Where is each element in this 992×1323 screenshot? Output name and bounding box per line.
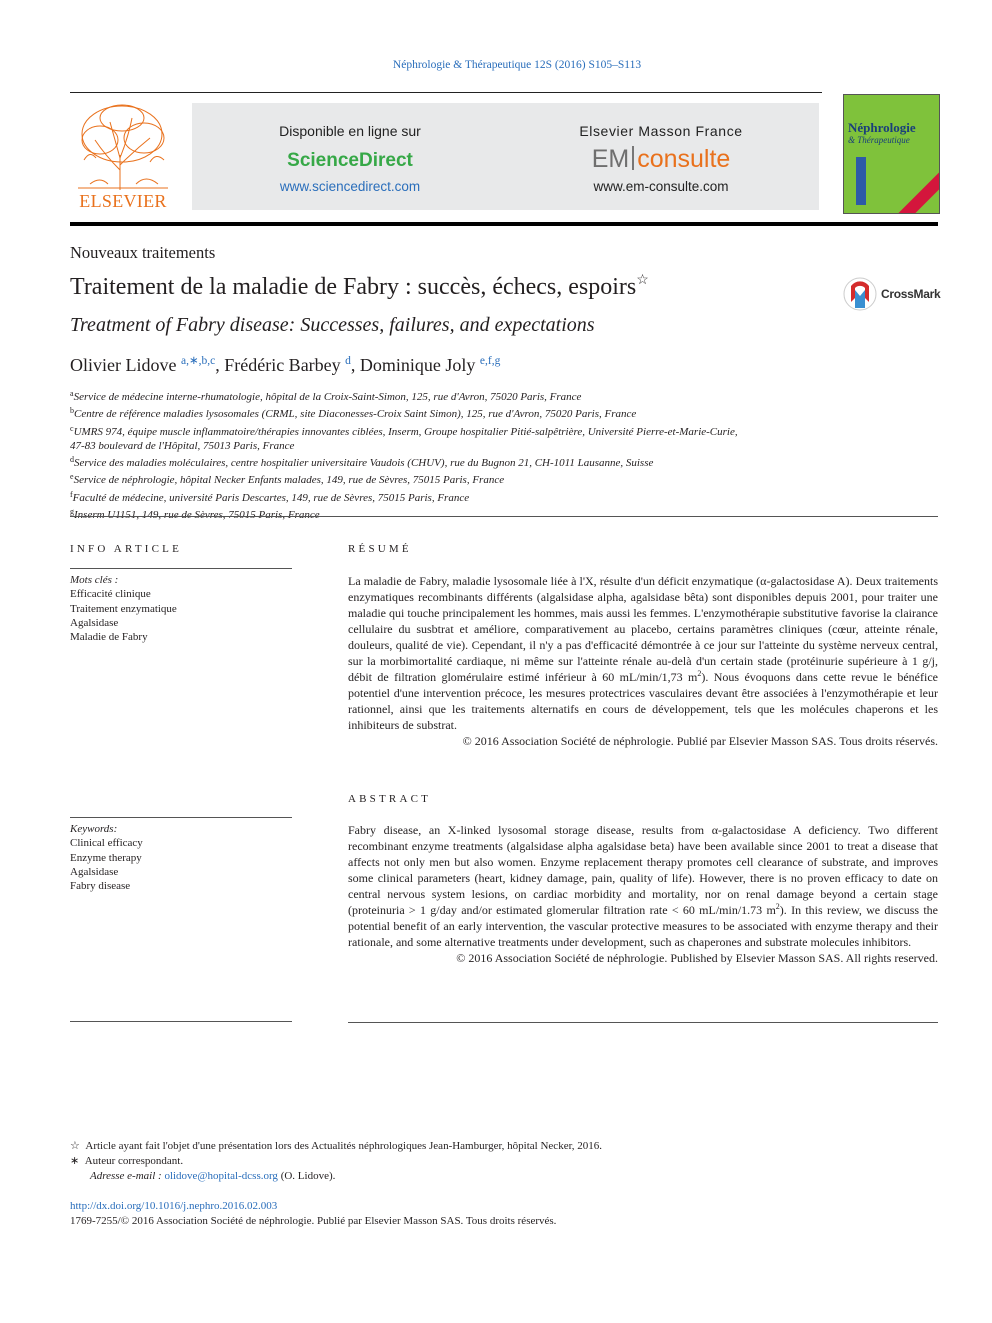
- cover-title: Néphrologie: [848, 120, 916, 135]
- keywords-en: [70, 822, 292, 893]
- title-french-text: Traitement de la maladie de Fabry : succès, échecs, espoirs: [70, 274, 637, 300]
- affiliation-item: $^d$Service des maladies moléculaires, centre hospitalier universitaire Vaudois (CHUV), rue du Bugnon 21, CH-1011 Lausanne, Suisse: [70, 455, 654, 470]
- author-separator: ,: [215, 355, 225, 375]
- keywords-rule: [70, 817, 292, 818]
- elsevier-tree-icon: [70, 100, 176, 192]
- em-publisher-text: Elsevier Masson France: [579, 123, 743, 139]
- footnotes: [70, 1139, 940, 1184]
- crossmark-badge[interactable]: [843, 276, 943, 314]
- info-rule: [70, 568, 292, 569]
- abstract-bottom-rule: [348, 1022, 938, 1023]
- sciencedirect-logo[interactable]: ScienceDirect: [287, 150, 413, 171]
- keyword-item: Enzyme therapy: [70, 851, 142, 864]
- affiliation-item: $^a$Service de médecine interne-rhumatologie, hôpital de la Croix-Saint-Simon, 125, rue d'Avron, 75020 Paris, France: [70, 389, 582, 403]
- crossmark-label: CrossMark: [881, 287, 941, 301]
- info-bottom-rule: [70, 1021, 292, 1022]
- keyword-item: Agalsidase: [70, 616, 119, 629]
- author-list: [70, 353, 500, 376]
- affiliations: [70, 387, 940, 522]
- author-name[interactable]: Olivier Lidove: [70, 355, 177, 375]
- email-label: Adresse e-mail :: [90, 1170, 162, 1182]
- keyword-item: Clinical efficacy: [70, 837, 143, 850]
- title-english: Treatment of Fabry disease: Successes, failures, and expectations: [70, 314, 595, 336]
- author-separator: ,: [350, 355, 360, 375]
- keywords-fr: [70, 573, 292, 644]
- affiliation-item: $^e$Service de néphrologie, hôpital Necker Enfants malades, 149, rue de Sèvres, 75015 Paris, France: [70, 472, 505, 487]
- author-affiliation-marks[interactable]: e,f,g: [479, 355, 501, 367]
- email-link[interactable]: olidove@hopital-dcss.org: [164, 1170, 278, 1182]
- affiliation-item: g: [70, 507, 74, 517]
- title-french: [70, 272, 649, 301]
- footnote-email: Adresse e-mail : olidove@hopital-dcss.org (O. Lidove).: [90, 1170, 336, 1182]
- abstract-heading: ABSTRACT: [348, 793, 432, 805]
- keyword-item: Fabry disease: [70, 880, 131, 893]
- abstract-copyright: © 2016 Association Société de néphrologie. Published by Elsevier Masson SAS. All rights reserved.: [456, 951, 938, 965]
- issn-copyright: 1769-7255/© 2016 Association Société de néphrologie. Publié par Elsevier Masson SAS. Tous droits réservés.: [70, 1215, 557, 1227]
- section-label: Nouveaux traitements: [70, 243, 216, 262]
- section-divider: [70, 516, 938, 517]
- cover-subtitle: & Thérapeutique: [848, 135, 910, 145]
- header-rule: [70, 92, 822, 93]
- author-affiliation-marks[interactable]: d: [345, 355, 351, 367]
- cover-corner-band: [898, 172, 940, 214]
- elsevier-logo: [70, 100, 176, 212]
- affiliation-item: $^b$Centre de référence maladies lysosomales (CRML, site Diaconesses-Croix Saint Simon), 125, rue d'Avron, 75020 Paris, France: [70, 406, 637, 421]
- author-affiliation-marks[interactable]: a,∗,b,c: [180, 355, 216, 367]
- journal-reference[interactable]: Néphrologie & Thérapeutique 12S (2016) S105–S113: [392, 59, 642, 71]
- em-logo-right: consulte: [637, 145, 731, 173]
- footnote-corr-mark: ∗: [70, 1155, 80, 1167]
- doi-link[interactable]: http://dx.doi.org/10.1016/j.nephro.2016.02.003: [70, 1200, 278, 1212]
- keyword-item: Agalsidase: [70, 865, 119, 878]
- header-thick-rule: [70, 222, 938, 226]
- elsevier-wordmark: ELSEVIER: [79, 191, 167, 211]
- title-footnote-mark[interactable]: ☆: [636, 273, 649, 288]
- info-article-heading: INFO ARTICLE: [70, 543, 182, 555]
- crossmark-icon: [843, 276, 877, 312]
- affiliation-item: $^c$UMRS 974, équipe muscle inflammatoire/thérapies innovantes ciblées, Inserm, Groupe hospitalier Pitié-salpêtrière, Université Pierre-et-Marie-Curie,: [70, 423, 738, 438]
- keyword-item: Traitement enzymatique: [70, 602, 177, 615]
- resume-heading: RÉSUMÉ: [348, 543, 412, 555]
- author-name[interactable]: Frédéric Barbey: [224, 355, 341, 375]
- keywords-en-title: Keywords:: [70, 823, 118, 835]
- sciencedirect-link[interactable]: www.sciencedirect.com: [279, 179, 421, 194]
- resume-copyright: © 2016 Association Société de néphrologie. Publié par Elsevier Masson SAS. Tous droits réservés.: [462, 734, 938, 748]
- footnote-star: ☆ Article ayant fait l'objet d'une présentation lors des Actualités néphrologiques Jean-Hamburger, hôpital Necker, 2016.: [70, 1140, 603, 1152]
- affiliation-item: $^f$Faculté de médecine, université Paris Descartes, 149, rue de Sèvres, 75015 Paris, France: [70, 489, 470, 504]
- affiliation-item: 47-83 boulevard de l'Hôpital, 75013 Paris, France: [70, 439, 295, 452]
- keywords-fr-title: Mots clés :: [70, 574, 119, 586]
- keyword-item: Efficacité clinique: [70, 588, 151, 601]
- em-logo-left: EM: [591, 145, 630, 173]
- resume-text: [348, 573, 938, 749]
- emconsulte-logo[interactable]: [508, 145, 814, 174]
- abstract-paragraph: Fabry disease, an X-linked lysosomal storage disease, results from α-galactosidase A deficiency. Two different recombinant enzyme treatments (algalsidase alpha agalsidase beta) have been available since 2001 to treat a disease that affects not only men but also women. Enzyme replacement therapy promotes cell clearance of substrate, and improves some clinical parameters (heart, kidney damage, pain, quality of life). However, there is no proven efficacy to date on central nervous system lesions, on cardiac morbidity and mortality, nor on renal damage beyond a certain stage (proteinuria > 1 g/day and/or estimated glomerular filtration rate < 60 mL/min/1.73 $m^2$). In this review, we discuss the potential benefit of an early intervention, the vascular protective measures to be associated with enzyme therapy and their rationale, and some alternative treatments under development, such as chaperones and substrate molecules inhibitors.: [348, 823, 938, 949]
- footnote-star-mark: ☆: [70, 1140, 80, 1152]
- emconsulte-link[interactable]: www.em-consulte.com: [593, 179, 729, 194]
- sd-available-text: Disponible en ligne sur: [279, 123, 421, 139]
- abstract-text: [348, 822, 938, 966]
- author-name[interactable]: Dominique Joly: [359, 355, 476, 375]
- keyword-item: Maladie de Fabry: [70, 631, 148, 644]
- resume-paragraph: La maladie de Fabry, maladie lysosomale liée à l'X, résulte d'un déficit enzymatique (α-galactosidase A). Deux traitements enzymatiques recombinants différents (algalsidase alpha, agalsidase bêta) sont disponibles depuis 2001, pour traiter une maladie qui touche principalement les hommes, mais aussi les femmes. L'enzymothérapie substitutive favorise la clairance cellulaire du susbtrat et améliore, comparativement au placebo, certains paramètres cliniques (cœur, atteinte rénale, douleurs, qualité de vie). Cependant, il n'y a pas d'efficacité démontrée à ce jour sur l'atteinte du système nerveux central, sur la morbimortalité cardiaque, ni même sur l'atteinte rénale au-delà d'un certain stade (protéinurie supérieure à 1 g/j, débit de filtration glomérulaire estimé inférieur à 60 mL/min/1,73 $m^2$). Nous évoquons dans cette revue le bénéfice potentiel d'une intervention précoce, les mesures protectrices vasculaires devant être associées à l'enzymothérapie et leur rationnel, ainsi que les traitements alternatifs en cours de développement, tels que les molécules chaperons et les inhibiteurs de substrat.: [348, 574, 938, 732]
- journal-cover[interactable]: [843, 94, 940, 214]
- cover-strip: [856, 157, 866, 205]
- em-logo-separator: [632, 146, 634, 170]
- availability-banner: [192, 103, 819, 210]
- footnote-corresponding: ∗ Auteur correspondant.: [70, 1155, 184, 1167]
